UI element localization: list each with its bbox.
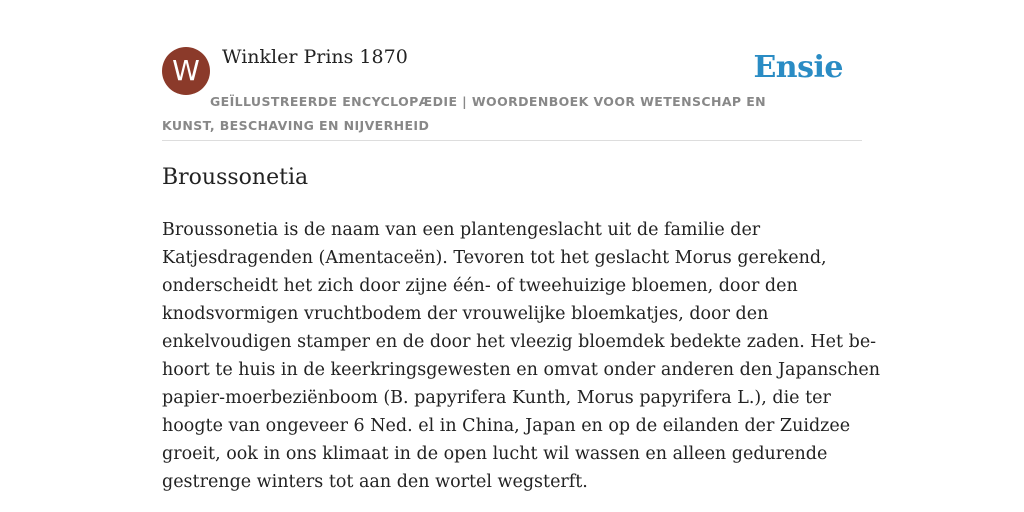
source-avatar[interactable]: W <box>162 47 210 95</box>
entry-card <box>162 44 881 492</box>
article-line: papier-moerbeziënboom (B. papyrifera Kunth, Morus papyrifera L.), die ter <box>162 388 831 408</box>
article-line: groeit, ook in ons klimaat in de open lucht wil wassen en alleen gedurende <box>162 444 828 464</box>
article-line: hoogte van ongeveer 6 Ned. el in China, Japan en op de eilanden der Zuidzee <box>162 416 851 436</box>
article-line: Broussonetia is de naam van een plantengeslacht uit de familie der <box>162 220 761 240</box>
article-title: Broussonetia <box>162 165 309 190</box>
source-subtitle: GEÏLLUSTREERDE ENCYCLOPÆDIE | WOORDENBOEK VOOR WETENSCHAP EN KUNST, BESCHAVING EN NIJVERHEID <box>162 94 767 133</box>
ensie-logo[interactable]: Ensie <box>753 50 843 85</box>
article-line: knodsvormigen vruchtbodem der vrouwelijke bloemkatjes, door den <box>162 304 769 324</box>
article-line: onderscheidt het zich door zijne één- of tweehuizige bloemen, door den <box>162 276 798 296</box>
article-line: Katjesdragenden (Amentaceën). Tevoren tot het geslacht Morus gerekend, <box>162 248 827 268</box>
source-header <box>162 44 862 141</box>
article-line: enkelvoudigen stamper en de door het vleezig bloemdek bedekte zaden. Het be- <box>162 332 877 352</box>
article-line: hoort te huis in de keerkringsgewesten en omvat onder anderen den Japanschen <box>162 360 881 380</box>
article-line: gestrenge winters tot aan den wortel wegsterft. <box>162 472 588 492</box>
article-body <box>162 216 881 496</box>
source-title-link[interactable]: Winkler Prins 1870 <box>222 46 408 68</box>
